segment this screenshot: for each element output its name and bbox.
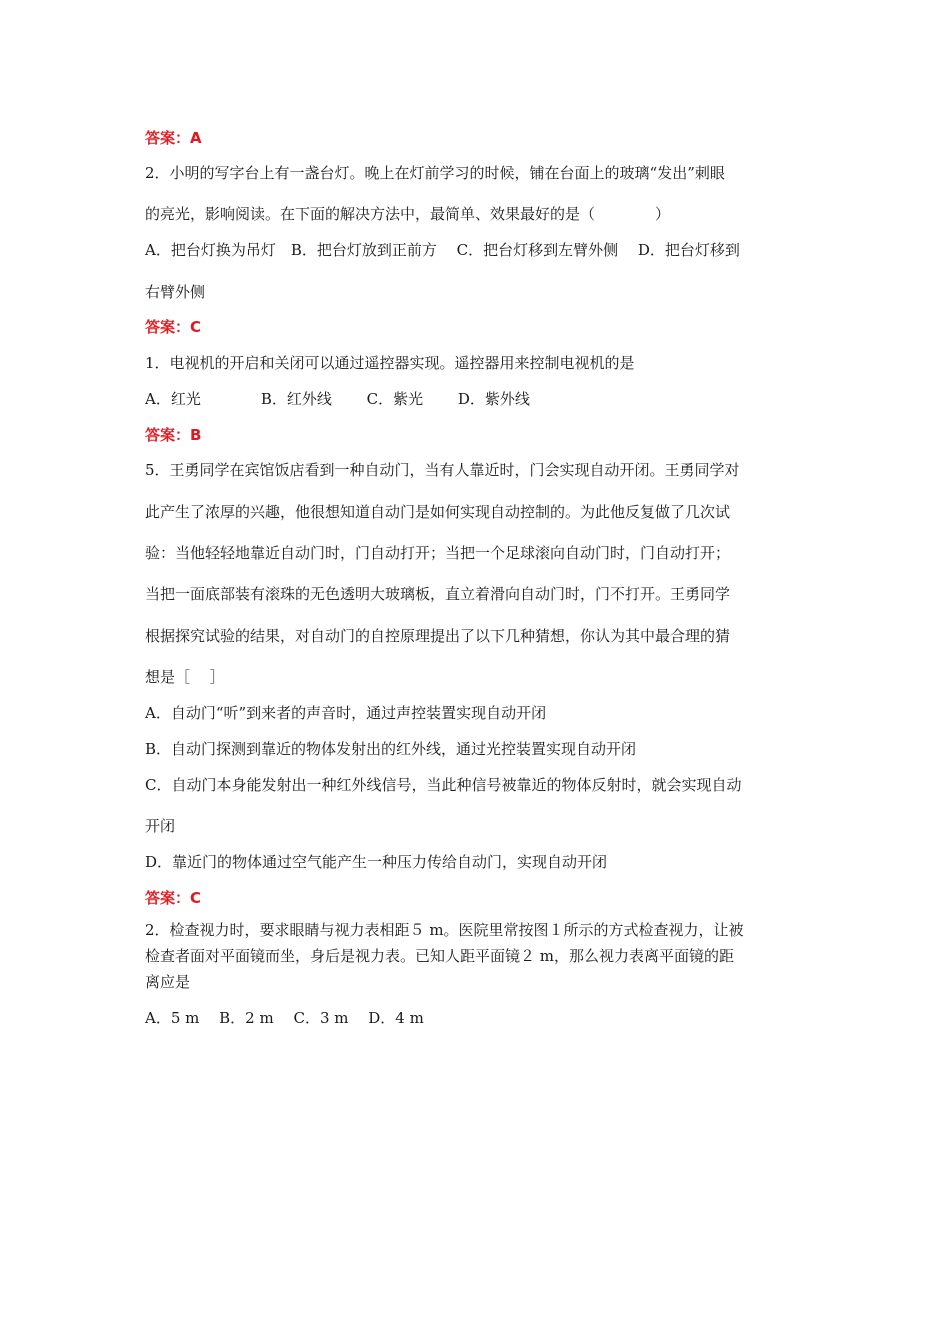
- question-2b-options: A．5 m B．2 m C．3 m D．4 m: [145, 1009, 424, 1027]
- question-5-text: 验：当他轻轻地靠近自动门时，门自动打开；当把一个足球滚向自动门时，门自动打开；: [145, 544, 731, 562]
- question-2-options: A．把台灯换为吊灯 B．把台灯放到正前方 C．把台灯移到左臂外侧 D．把台灯移到: [145, 241, 740, 259]
- question-5-option-c: C．自动门本身能发射出一种红外线信号，当此种信号被靠近的物体反射时，就会实现自动: [145, 776, 742, 794]
- question-5-option-b: B．自动门探测到靠近的物体发射出的红外线，通过光控装置实现自动开闭: [145, 740, 637, 758]
- answer-3: 答案：B: [145, 426, 202, 444]
- answer-4: 答案：C: [145, 889, 202, 907]
- question-2-text: 的亮光，影响阅读。在下面的解决方法中，最简单、效果最好的是（ ）: [145, 205, 671, 223]
- answer-2: 答案：C: [145, 318, 202, 336]
- question-5-text: 当把一面底部装有滚珠的无色透明大玻璃板，直立着滑向自动门时，门不打开。王勇同学: [145, 585, 731, 603]
- question-1-text: 1．电视机的开启和关闭可以通过遥控器实现。遥控器用来控制电视机的是: [145, 354, 635, 372]
- question-5-text: 此产生了浓厚的兴趣，他很想知道自动门是如何实现自动控制的。为此他反复做了几次试: [145, 503, 731, 521]
- question-2-options: 右臂外侧: [145, 283, 206, 301]
- answer-1: 答案：A: [145, 129, 202, 147]
- question-2b-text: 检查者面对平面镜而坐，身后是视力表。已知人距平面镜２ m，那么视力表离平面镜的距: [145, 947, 734, 965]
- question-5-text: 想是［ ］: [145, 668, 225, 686]
- question-5-option-a: A．自动门“听”到来者的声音时，通过声控装置实现自动开闭: [145, 704, 547, 722]
- question-5-text: 5．王勇同学在宾馆饭店看到一种自动门，当有人靠近时，门会实现自动开闭。王勇同学对: [145, 461, 740, 479]
- question-5-option-c: 开闭: [145, 817, 176, 835]
- question-5-option-d: D．靠近门的物体通过空气能产生一种压力传给自动门，实现自动开闭: [145, 853, 608, 871]
- question-2b-text: 2．检查视力时，要求眼睛与视力表相距５ m。医院里常按图１所示的方式检查视力，让被: [145, 921, 744, 939]
- question-1-options: A．红光 B．红外线 C．紫光 D．紫外线: [145, 390, 530, 408]
- question-2-text: 2．小明的写字台上有一盏台灯。晚上在灯前学习的时候，铺在台面上的玻璃“发出”刺眼: [145, 164, 725, 182]
- question-5-text: 根据探究试验的结果，对自动门的自控原理提出了以下几种猜想，你认为其中最合理的猜: [145, 627, 731, 645]
- question-2b-text: 离应是: [145, 973, 191, 991]
